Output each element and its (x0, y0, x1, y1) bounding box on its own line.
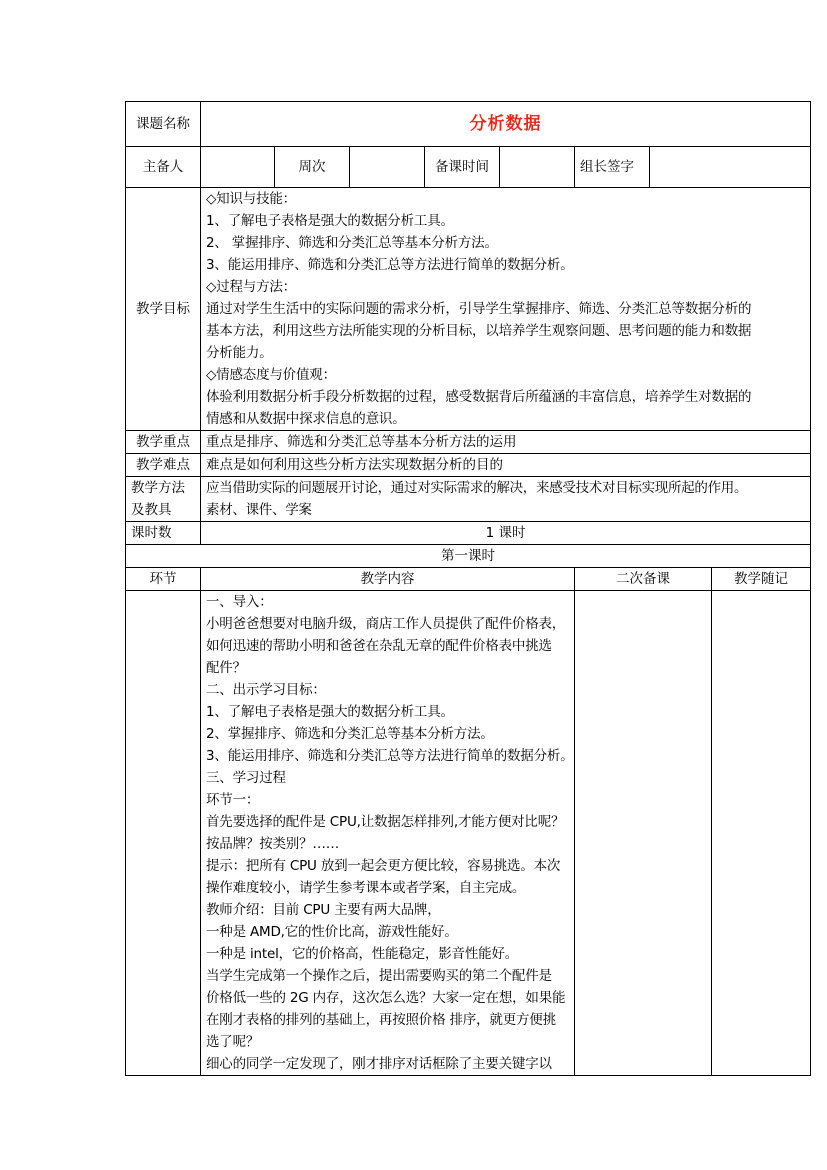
hours-label: 课时数 (126, 522, 201, 545)
content-line: 价格低一些的 2G 内存，这次怎么选？大家一定在想，如果能 (206, 990, 566, 1006)
notes-cell (712, 591, 811, 1076)
content-line: 小明爸爸想要对电脑升级，商店工作人员提供了配件价格表， (206, 616, 566, 632)
content-line: 2、掌握排序、筛选和分类汇总等基本分析方法。 (206, 726, 494, 742)
content-line: 首先要选择的配件是 CPU,让数据怎样排列,才能方便对比呢？ (206, 814, 565, 830)
key-point-value: 重点是排序、筛选和分类汇总等基本分析方法的运用 (201, 431, 811, 454)
column-header-notes: 教学随记 (712, 568, 811, 591)
content-line: 教师介绍：目前 CPU 主要有两大品牌， (206, 902, 441, 918)
prep-time-value (500, 147, 575, 188)
content-line: 当学生完成第一个操作之后，提出需要购买的第二个配件是 (206, 968, 552, 984)
goals-line: 2、 掌握排序、筛选和分类汇总等基本分析方法。 (206, 235, 498, 251)
content-line: 一种是 intel，它的价格高，性能稳定，影音性能好。 (206, 946, 519, 962)
goals-line: 1、了解电子表格是强大的数据分析工具。 (206, 213, 454, 229)
goals-line: 通过对学生生活中的实际问题的需求分析，引导学生掌握排序、筛选、分类汇总等数据分析的 (206, 301, 752, 317)
method-label (126, 477, 201, 522)
column-header-content: 教学内容 (201, 568, 575, 591)
key-point-label: 教学重点 (126, 431, 201, 454)
difficulty-label: 教学难点 (126, 454, 201, 477)
content-line: 操作难度较小，请学生参考课本或者学案，自主完成。 (206, 880, 526, 896)
goals-content (201, 188, 811, 431)
column-header-segment: 环节 (126, 568, 201, 591)
leader-sign-value (650, 147, 811, 188)
goals-line: 体验利用数据分析手段分析数据的过程，感受数据背后所蕴涵的丰富信息，培养学生对数据的 (206, 389, 752, 405)
content-line: 配件？ (206, 660, 246, 676)
method-label-line2: 及教具 (131, 502, 172, 518)
content-line: 一种是 AMD,它的性价比高，游戏性能好。 (206, 924, 458, 940)
lesson-plan-table (125, 101, 811, 1076)
hours-value: 1 课时 (201, 522, 811, 545)
content-line: 提示：把所有 CPU 放到一起会更方便比较，容易挑选。本次 (206, 858, 561, 874)
content-line: 按品牌？按类别？…… (206, 836, 339, 852)
content-line: 3、能运用排序、筛选和分类汇总等方法进行简单的数据分析。 (206, 748, 574, 764)
week-value (350, 147, 425, 188)
column-header-second-prep: 二次备课 (575, 568, 712, 591)
method-line: 素材、课件、学案 (206, 502, 312, 518)
goals-line: ◇知识与技能： (206, 191, 296, 207)
second-prep-cell (575, 591, 712, 1076)
content-line: 1、了解电子表格是强大的数据分析工具。 (206, 704, 454, 720)
week-label: 周次 (275, 147, 350, 188)
goals-line: 基本方法，利用这些方法所能实现的分析目标，以培养学生观察问题、思考问题的能力和数据 (206, 323, 752, 339)
content-line: 二、出示学习目标： (206, 682, 326, 698)
leader-sign-label: 组长签字 (575, 147, 650, 188)
teaching-content (201, 591, 575, 1076)
method-label-line1: 教学方法 (131, 480, 185, 496)
method-content (201, 477, 811, 522)
goals-line: 分析能力。 (206, 345, 273, 361)
goals-line: 情感和从数据中探求信息的意识。 (206, 411, 406, 427)
session-title: 第一课时 (126, 545, 811, 568)
segment-cell (126, 591, 201, 1076)
content-line: 细心的同学一定发现了，刚才排序对话框除了主要关键字以 (206, 1056, 552, 1072)
content-line: 一、导入： (206, 594, 273, 610)
preparer-value (201, 147, 275, 188)
method-line: 应当借助实际的问题展开讨论，通过对实际需求的解决，来感受技术对目标实现所起的作用。 (206, 480, 748, 496)
goals-line: ◇过程与方法： (206, 279, 296, 295)
topic-label: 课题名称 (126, 102, 201, 147)
content-line: 环节一： (206, 792, 260, 808)
goals-line: ◇情感态度与价值观： (206, 367, 336, 383)
prep-time-label: 备课时间 (425, 147, 500, 188)
content-line: 如何迅速的帮助小明和爸爸在杂乱无章的配件价格表中挑选 (206, 638, 552, 654)
goals-label: 教学目标 (126, 188, 201, 431)
difficulty-value: 难点是如何利用这些分析方法实现数据分析的目的 (201, 454, 811, 477)
content-line: 选了呢？ (206, 1034, 260, 1050)
preparer-label: 主备人 (126, 147, 201, 188)
page-title: 分析数据 (201, 102, 811, 147)
content-line: 三、学习过程 (206, 770, 286, 786)
content-line: 在刚才表格的排列的基础上，再按照价格 排序，就更方便挑 (206, 1012, 556, 1028)
goals-line: 3、能运用排序、筛选和分类汇总等方法进行简单的数据分析。 (206, 257, 574, 273)
